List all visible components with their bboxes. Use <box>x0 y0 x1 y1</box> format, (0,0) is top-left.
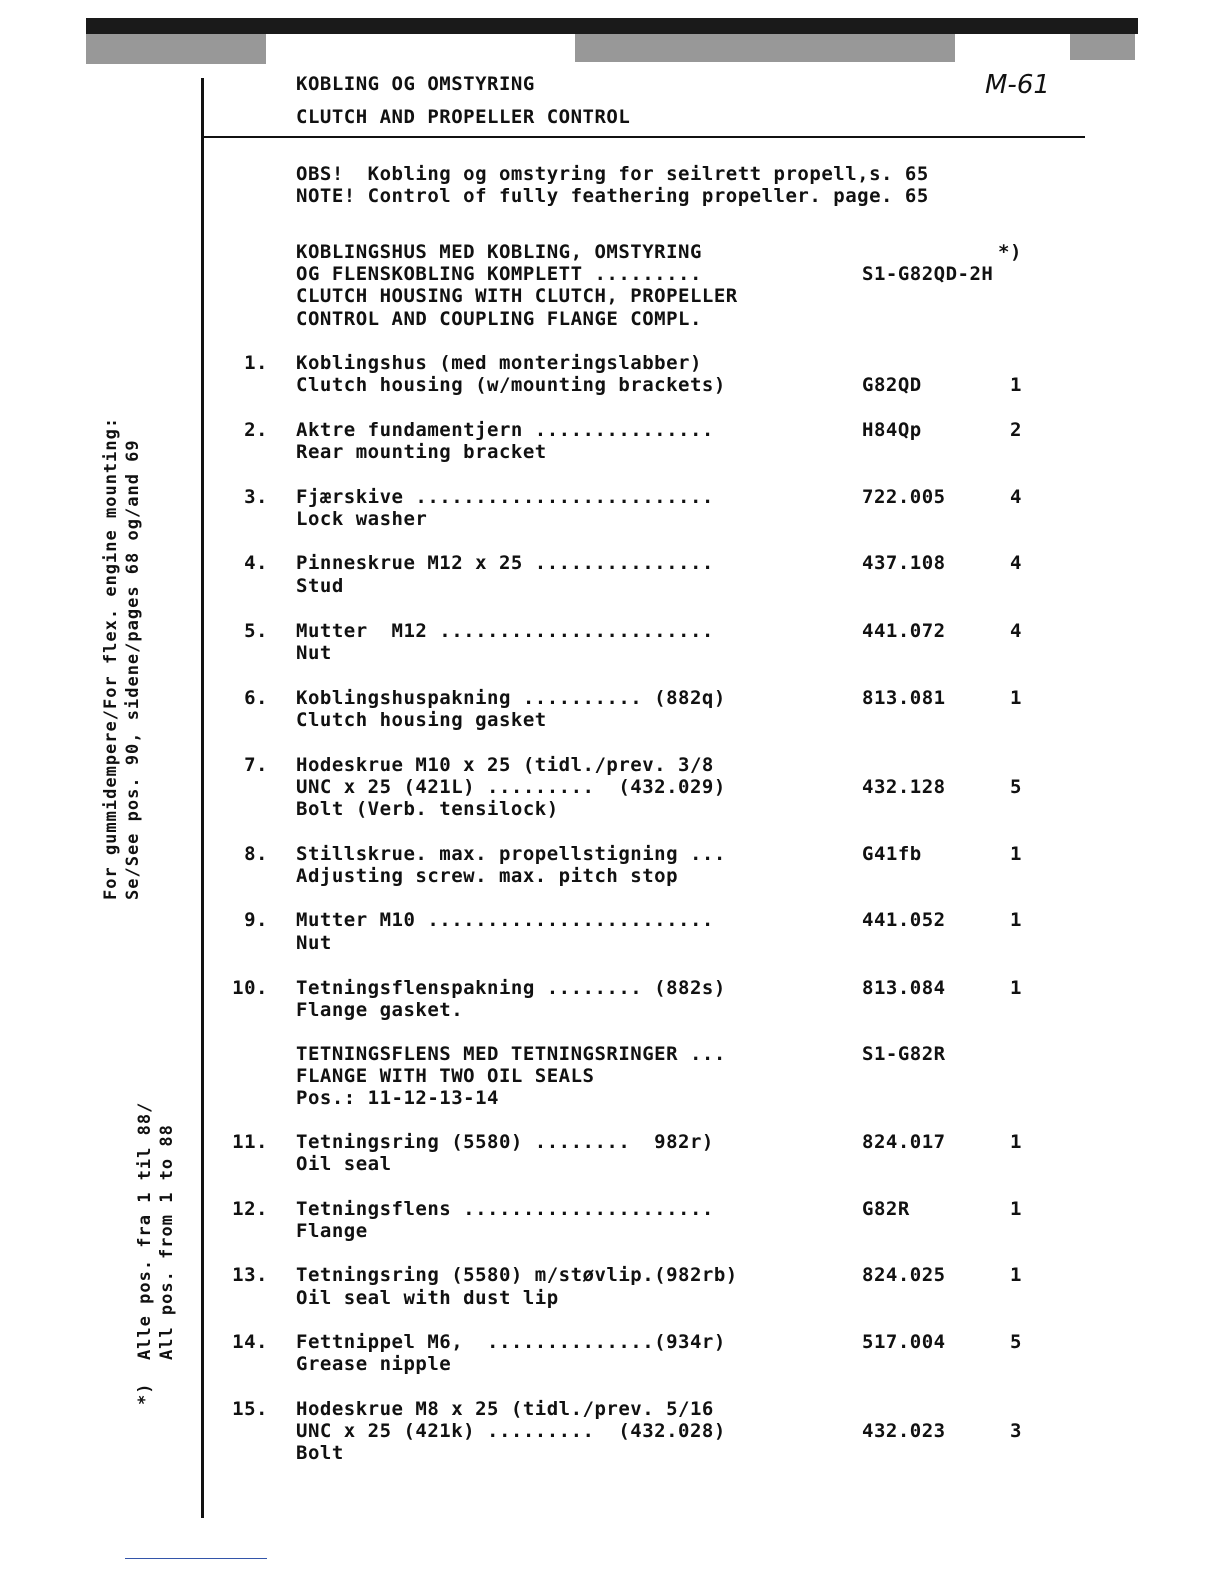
item-desc-en: Oil seal <box>296 1153 392 1175</box>
item-desc-extra: Bolt <box>296 1442 344 1464</box>
item-number: 6. <box>244 687 268 709</box>
group-part-number: S1-G82R <box>862 1043 946 1065</box>
group-title-no: TETNINGSFLENS MED TETNINGSRINGER ... <box>296 1043 726 1065</box>
item-quantity: 2 <box>1010 419 1022 441</box>
item-part-number: 441.072 <box>862 620 946 642</box>
item-part-number: 813.084 <box>862 977 946 999</box>
item-desc-en: Flange <box>296 1220 368 1242</box>
item-quantity: 1 <box>1010 909 1022 931</box>
item-desc-en: Lock washer <box>296 508 428 530</box>
item-number: 10. <box>232 977 268 999</box>
group-title-en: FLANGE WITH TWO OIL SEALS <box>296 1065 595 1087</box>
item-number: 8. <box>244 843 268 865</box>
scan-smudge <box>1070 34 1135 60</box>
item-number: 15. <box>232 1398 268 1420</box>
item-part-number: 813.081 <box>862 687 946 709</box>
item-desc-no: Pinneskrue M12 x 25 ............... <box>296 552 714 574</box>
side-note-range-en: All pos. from 1 to 88 <box>157 1124 177 1405</box>
item-quantity: 1 <box>1010 1198 1022 1220</box>
item-quantity: 1 <box>1010 843 1022 865</box>
item-quantity: 5 <box>1010 1331 1022 1353</box>
item-part-number: 517.004 <box>862 1331 946 1353</box>
item-part-number: 824.017 <box>862 1131 946 1153</box>
side-note-mounting-no: For gummidempere/For flex. engine mounting: <box>101 416 121 900</box>
item-part-number: 441.052 <box>862 909 946 931</box>
note-norwegian: OBS! Kobling og omstyring for seilrett propell,s. 65 <box>296 163 929 185</box>
item-quantity: 4 <box>1010 620 1022 642</box>
item-desc-en: Clutch housing gasket <box>296 709 547 731</box>
item-desc-en: Flange gasket. <box>296 999 464 1021</box>
item-desc-no: Aktre fundamentjern ............... <box>296 419 714 441</box>
assembly-line: CLUTCH HOUSING WITH CLUTCH, PROPELLER <box>296 285 738 307</box>
assembly-part-number: S1-G82QD-2H <box>862 263 994 285</box>
item-desc-no: Fettnippel M6, ..............(934r) <box>296 1331 726 1353</box>
item-part-number: 432.128 <box>862 776 946 798</box>
side-note-mounting-en: Se/See pos. 90, sidene/pages 68 og/and 69 <box>123 439 143 900</box>
item-desc-en: UNC x 25 (421L) ......... (432.029) <box>296 776 726 798</box>
title-english: CLUTCH AND PROPELLER CONTROL <box>296 106 631 128</box>
item-part-number: 432.023 <box>862 1420 946 1442</box>
group-positions: Pos.: 11-12-13-14 <box>296 1087 499 1109</box>
item-number: 11. <box>232 1131 268 1153</box>
item-desc-no: Tetningsflens ..................... <box>296 1198 714 1220</box>
item-number: 5. <box>244 620 268 642</box>
item-quantity: 1 <box>1010 687 1022 709</box>
page-id: M-61 <box>985 70 1050 100</box>
header-rule <box>203 136 1085 138</box>
item-part-number: G82R <box>862 1198 910 1220</box>
item-desc-no: Hodeskrue M10 x 25 (tidl./prev. 3/8 <box>296 754 714 776</box>
item-desc-no: Fjærskive ......................... <box>296 486 714 508</box>
item-part-number: 824.025 <box>862 1264 946 1286</box>
assembly-marker: *) <box>998 241 1022 263</box>
scan-smudge <box>575 34 955 62</box>
scan-top-bar <box>86 18 1138 34</box>
item-quantity: 4 <box>1010 486 1022 508</box>
item-desc-no: Tetningsring (5580) ........ 982r) <box>296 1131 714 1153</box>
item-number: 13. <box>232 1264 268 1286</box>
item-number: 9. <box>244 909 268 931</box>
item-desc-en: Oil seal with dust lip <box>296 1287 559 1309</box>
item-desc-no: Mutter M12 ....................... <box>296 620 714 642</box>
item-desc-en: Nut <box>296 932 332 954</box>
item-desc-en: Rear mounting bracket <box>296 441 547 463</box>
assembly-line: CONTROL AND COUPLING FLANGE COMPL. <box>296 308 702 330</box>
item-desc-en: Clutch housing (w/mounting brackets) <box>296 374 726 396</box>
item-part-number: H84Qp <box>862 419 922 441</box>
item-part-number: G41fb <box>862 843 922 865</box>
item-number: 12. <box>232 1198 268 1220</box>
scan-smudge <box>86 34 266 64</box>
item-desc-en: Grease nipple <box>296 1353 452 1375</box>
item-quantity: 3 <box>1010 1420 1022 1442</box>
item-quantity: 1 <box>1010 1264 1022 1286</box>
item-desc-extra: Bolt (Verb. tensilock) <box>296 798 559 820</box>
item-desc-en: Adjusting screw. max. pitch stop <box>296 865 679 887</box>
item-part-number: 437.108 <box>862 552 946 574</box>
left-margin-rule <box>201 78 204 1518</box>
assembly-line: OG FLENSKOBLING KOMPLETT ......... <box>296 263 702 285</box>
item-desc-no: Koblingshus (med monteringslabber) <box>296 352 702 374</box>
item-quantity: 5 <box>1010 776 1022 798</box>
item-number: 14. <box>232 1331 268 1353</box>
item-number: 3. <box>244 486 268 508</box>
item-desc-no: Koblingshuspakning .......... (882q) <box>296 687 726 709</box>
item-quantity: 4 <box>1010 552 1022 574</box>
item-quantity: 1 <box>1010 1131 1022 1153</box>
item-desc-no: Tetningsring (5580) m/støvlip.(982rb) <box>296 1264 738 1286</box>
item-number: 2. <box>244 419 268 441</box>
item-quantity: 1 <box>1010 977 1022 999</box>
item-desc-no: Stillskrue. max. propellstigning ... <box>296 843 726 865</box>
item-quantity: 1 <box>1010 374 1022 396</box>
footer-rule <box>125 1558 267 1559</box>
item-desc-en: Stud <box>296 575 344 597</box>
item-desc-en: Nut <box>296 642 332 664</box>
item-part-number: G82QD <box>862 374 922 396</box>
item-number: 1. <box>244 352 268 374</box>
item-desc-no: Mutter M10 ........................ <box>296 909 714 931</box>
item-part-number: 722.005 <box>862 486 946 508</box>
title-norwegian: KOBLING OG OMSTYRING <box>296 73 535 95</box>
item-number: 7. <box>244 754 268 776</box>
note-english: NOTE! Control of fully feathering propeller. page. 65 <box>296 185 929 207</box>
item-number: 4. <box>244 552 268 574</box>
item-desc-en: UNC x 25 (421k) ......... (432.028) <box>296 1420 726 1442</box>
item-desc-no: Hodeskrue M8 x 25 (tidl./prev. 5/16 <box>296 1398 714 1420</box>
assembly-line: KOBLINGSHUS MED KOBLING, OMSTYRING <box>296 241 702 263</box>
item-desc-no: Tetningsflenspakning ........ (882s) <box>296 977 726 999</box>
side-note-range-no: *) Alle pos. fra 1 til 88/ <box>135 1101 155 1405</box>
